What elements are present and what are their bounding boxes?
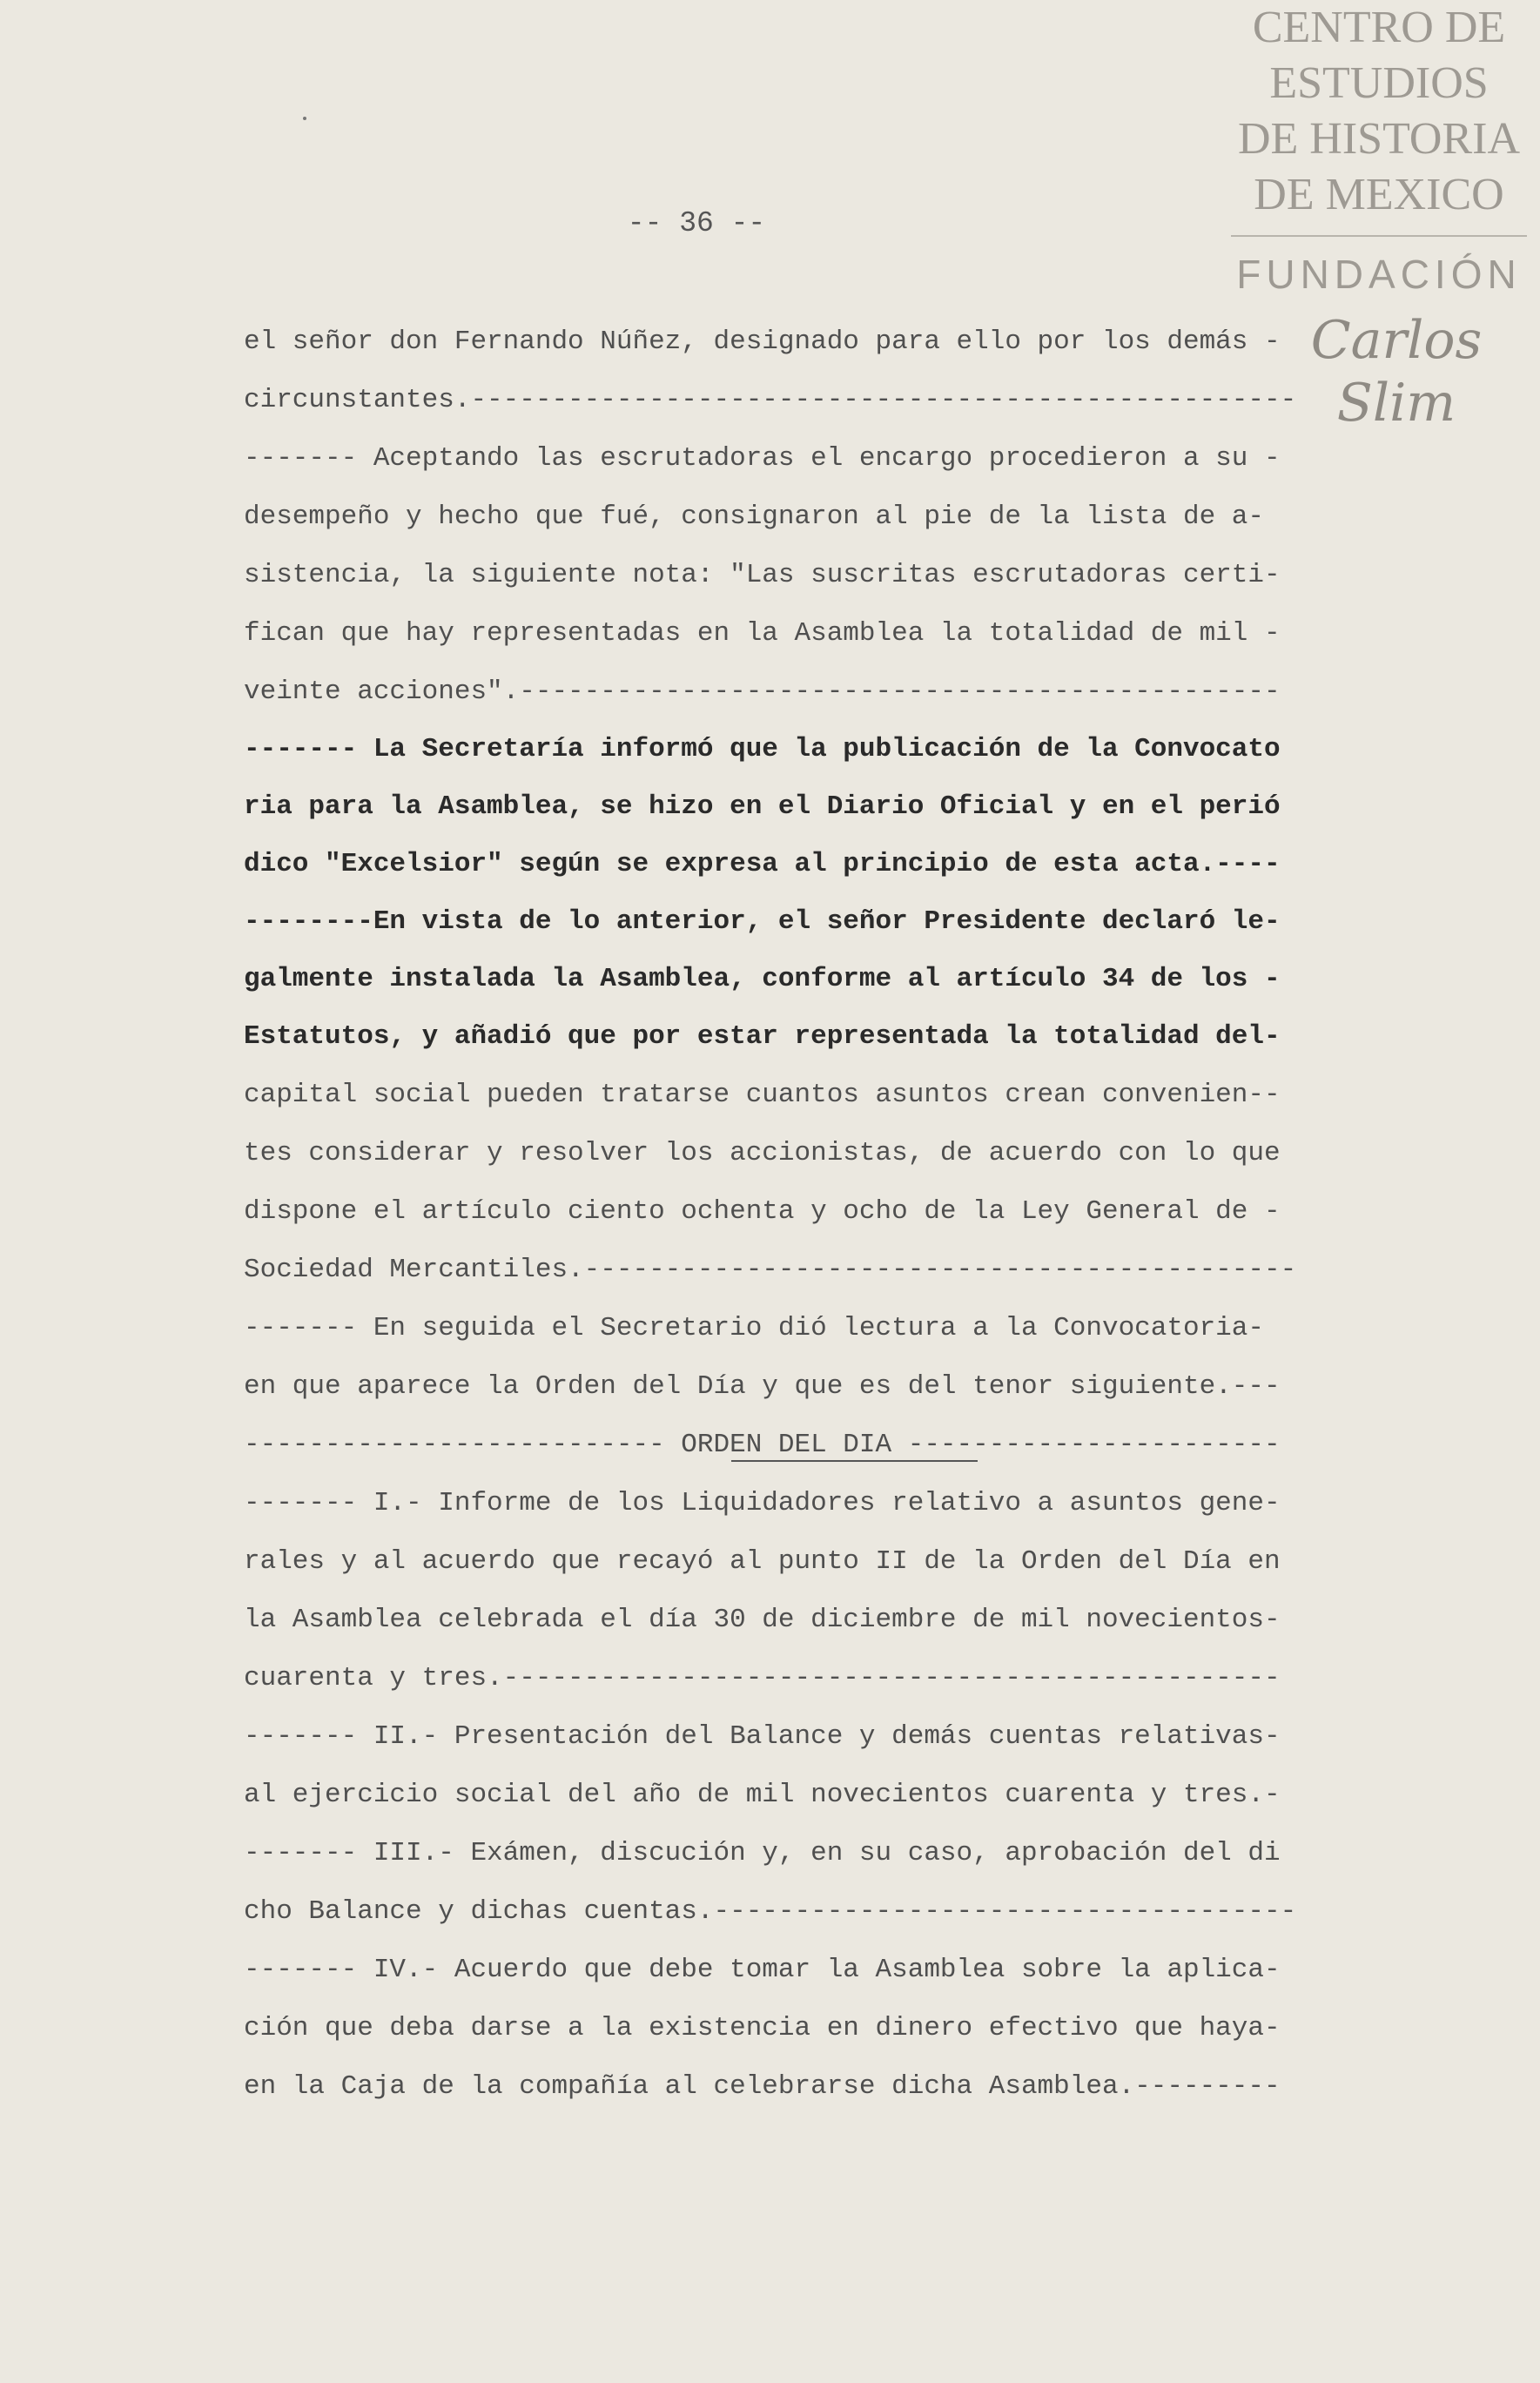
text-line: ------- II.- Presentación del Balance y demás cuentas relativas- [244,1721,1281,1752]
watermark-line-3: DE HISTORIA [1237,114,1521,164]
text-line: capital social pueden tratarse cuantos asuntos crean convenien-- [244,1080,1281,1110]
text-line: dico "Excelsior" según se expresa al principio de esta acta.---- [244,849,1281,879]
text-line: --------En vista de lo anterior, el señor Presidente declaró le- [244,906,1281,937]
watermark-signature: Carlos Slim [1310,310,1483,434]
watermark-line-1: CENTRO DE [1252,3,1506,52]
text-line: ------- En seguida el Secretario dió lectura a la Convocatoria- [244,1313,1264,1343]
text-line: ria para la Asamblea, se hizo en el Diario Oficial y en el perió [244,791,1281,822]
text-line: Estatutos, y añadió que por estar representada la totalidad del- [244,1021,1281,1052]
watermark-line-4: DE MEXICO [1254,170,1504,219]
text-line: circunstantes.--------------------------------------------------- [244,385,1297,415]
text-line: al ejercicio social del año de mil novecientos cuarenta y tres.- [244,1780,1281,1810]
text-line: veinte acciones".----------------------------------------------- [244,677,1281,707]
text-line: ------- I.- Informe de los Liquidadores relativo a asuntos gene- [244,1488,1281,1518]
text-line: desempeño y hecho que fué, consignaron al pie de la lista de a- [244,502,1264,532]
section-heading-line: -------------------------- ORDEN DEL DIA ----------------------- [244,1430,1281,1460]
text-line: ción que deba darse a la existencia en dinero efectivo que haya- [244,2013,1281,2043]
text-line: ------- IV.- Acuerdo que debe tomar la Asamblea sobre la aplica- [244,1955,1281,1985]
watermark-divider [1231,235,1527,237]
text-line: ------- Aceptando las escrutadoras el encargo procedieron a su - [244,443,1281,474]
text-line: Sociedad Mercantiles.-------------------------------------------- [244,1255,1297,1285]
heading-underline [731,1460,978,1462]
text-line: tes considerar y resolver los accionistas, de acuerdo con lo que [244,1138,1281,1168]
paper-speck [303,117,306,120]
text-line: en que aparece la Orden del Día y que es del tenor siguiente.--- [244,1371,1281,1402]
text-line: cuarenta y tres.------------------------------------------------ [244,1663,1281,1693]
text-line: rales y al acuerdo que recayó al punto II de la Orden del Día en [244,1546,1281,1577]
page-number: -- 36 -- [627,207,766,239]
text-line: dispone el artículo ciento ochenta y ocho de la Ley General de - [244,1196,1281,1227]
text-line: fican que hay representadas en la Asamblea la totalidad de mil - [244,618,1281,649]
text-line: el señor don Fernando Núñez, designado para ello por los demás - [244,326,1281,357]
text-line: galmente instalada la Asamblea, conforme al artículo 34 de los - [244,964,1281,994]
text-line: cho Balance y dichas cuentas.------------------------------------ [244,1896,1297,1927]
text-line: ------- La Secretaría informó que la publicación de la Convocato [244,734,1281,764]
text-line: ------- III.- Exámen, discución y, en su caso, aprobación del di [244,1838,1281,1868]
text-line: sistencia, la siguiente nota: "Las suscritas escrutadoras certi- [244,560,1281,590]
watermark-line-2: ESTUDIOS [1269,58,1489,108]
watermark-foundation: FUNDACIÓN [1236,252,1522,297]
text-line: en la Caja de la compañía al celebrarse dicha Asamblea.--------- [244,2071,1281,2102]
text-line: la Asamblea celebrada el día 30 de diciembre de mil novecientos- [244,1605,1281,1635]
